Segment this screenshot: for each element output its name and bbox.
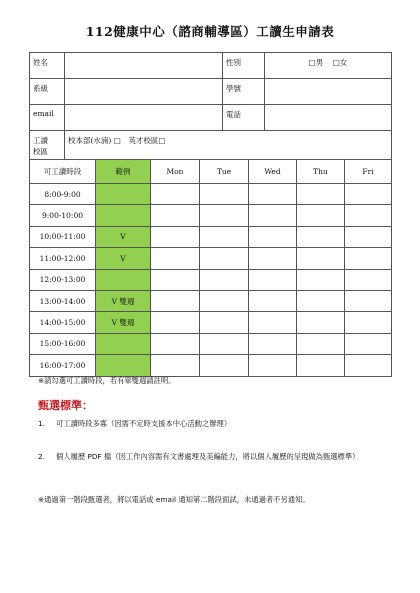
tue-cell[interactable]	[200, 184, 249, 205]
mon-cell[interactable]	[151, 226, 200, 247]
mon-cell[interactable]	[151, 248, 200, 269]
time-slot: 14:00-15:00	[30, 312, 96, 333]
example-cell	[96, 205, 151, 226]
table-row	[30, 205, 392, 226]
form-title: 112健康中心（諮商輔導區）工讀生申請表	[85, 24, 335, 39]
example-cell	[96, 355, 151, 376]
gender-male-checkbox[interactable]: □男	[308, 58, 324, 67]
criteria-item-number: 2.	[38, 452, 45, 461]
table-row	[30, 226, 392, 247]
time-slot: 8:00-9:00	[30, 184, 96, 205]
mon-cell[interactable]	[151, 184, 200, 205]
name-field[interactable]	[65, 53, 223, 79]
fri-cell[interactable]	[345, 269, 392, 290]
fri-cell[interactable]	[345, 355, 392, 376]
thu-cell[interactable]	[297, 355, 345, 376]
email-field[interactable]	[65, 105, 223, 131]
table-row	[30, 184, 392, 205]
dept-field[interactable]	[65, 79, 223, 105]
header-tue: Tue	[200, 160, 249, 184]
mon-cell[interactable]	[151, 269, 200, 290]
wed-cell[interactable]	[249, 205, 297, 226]
thu-cell[interactable]	[297, 248, 345, 269]
criteria-heading: 甄選標準：	[38, 399, 93, 412]
dept-label: 系級	[30, 79, 65, 105]
wed-cell[interactable]	[249, 226, 297, 247]
thu-cell[interactable]	[297, 312, 345, 333]
table-row	[30, 312, 392, 333]
gender-female-checkbox[interactable]: □女	[332, 58, 348, 67]
tue-cell[interactable]	[200, 355, 249, 376]
tue-cell[interactable]	[200, 269, 249, 290]
example-cell	[96, 333, 151, 354]
mon-cell[interactable]	[151, 333, 200, 354]
schedule-header-row	[30, 160, 392, 184]
wed-cell[interactable]	[249, 269, 297, 290]
gender-label: 性別	[223, 53, 265, 79]
tue-cell[interactable]	[200, 333, 249, 354]
example-cell: V 雙週	[96, 290, 151, 311]
fri-cell[interactable]	[345, 226, 392, 247]
header-fri: Fri	[345, 160, 392, 184]
name-label: 姓名	[30, 53, 65, 79]
phone-field[interactable]	[265, 105, 392, 131]
header-mon: Mon	[151, 160, 200, 184]
schedule-table	[29, 159, 392, 377]
criteria-item-text: 個人履歷 PDF 檔（因工作內容需有文書處理及美編能力，將以個人履歷的呈現做為甄選標準）	[56, 452, 360, 461]
campus-label	[30, 131, 65, 160]
header-time-slot: 可工讀時段	[30, 160, 96, 184]
criteria-item	[38, 418, 376, 430]
example-cell: V	[96, 248, 151, 269]
fri-cell[interactable]	[345, 290, 392, 311]
tue-cell[interactable]	[200, 226, 249, 247]
wed-cell[interactable]	[249, 355, 297, 376]
thu-cell[interactable]	[297, 205, 345, 226]
time-slot: 9:00-10:00	[30, 205, 96, 226]
fri-cell[interactable]	[345, 312, 392, 333]
time-slot: 11:00-12:00	[30, 248, 96, 269]
fri-cell[interactable]	[345, 184, 392, 205]
thu-cell[interactable]	[297, 290, 345, 311]
wed-cell[interactable]	[249, 290, 297, 311]
footnote: ※通過第一階段甄選者，將以電話或 email 通知第二階段面試，未通過者不另通知。	[38, 495, 310, 504]
thu-cell[interactable]	[297, 226, 345, 247]
table-row	[30, 355, 392, 376]
header-wed: Wed	[249, 160, 297, 184]
time-slot: 13:00-14:00	[30, 290, 96, 311]
thu-cell[interactable]	[297, 269, 345, 290]
example-cell: V	[96, 226, 151, 247]
header-example: 範例	[96, 160, 151, 184]
campus-label-line2: 校區	[33, 147, 48, 156]
mon-cell[interactable]	[151, 355, 200, 376]
student-id-field[interactable]	[265, 79, 392, 105]
time-slot: 10:00-11:00	[30, 226, 96, 247]
table-row	[30, 248, 392, 269]
applicant-info-table	[29, 52, 392, 160]
fri-cell[interactable]	[345, 248, 392, 269]
mon-cell[interactable]	[151, 205, 200, 226]
campus-label-line1: 工讀	[33, 136, 48, 145]
example-cell: V 雙週	[96, 312, 151, 333]
fri-cell[interactable]	[345, 205, 392, 226]
example-cell	[96, 184, 151, 205]
thu-cell[interactable]	[297, 333, 345, 354]
mon-cell[interactable]	[151, 312, 200, 333]
tue-cell[interactable]	[200, 248, 249, 269]
table-row	[30, 269, 392, 290]
wed-cell[interactable]	[249, 248, 297, 269]
header-thu: Thu	[297, 160, 345, 184]
criteria-item-number: 1.	[38, 419, 45, 428]
table-row	[30, 290, 392, 311]
example-cell	[96, 269, 151, 290]
table-row	[30, 333, 392, 354]
tue-cell[interactable]	[200, 290, 249, 311]
time-slot: 15:00-16:00	[30, 333, 96, 354]
schedule-note: ※請勾選可工讀時段，若有單雙週請註明。	[38, 376, 176, 385]
tue-cell[interactable]	[200, 312, 249, 333]
email-label: email	[30, 105, 65, 131]
time-slot: 12:00-13:00	[30, 269, 96, 290]
wed-cell[interactable]	[249, 312, 297, 333]
student-id-label: 學號	[223, 79, 265, 105]
wed-cell[interactable]	[249, 184, 297, 205]
fri-cell[interactable]	[345, 333, 392, 354]
gender-field[interactable]	[265, 53, 392, 79]
wed-cell[interactable]	[249, 333, 297, 354]
mon-cell[interactable]	[151, 290, 200, 311]
campus-options[interactable]: 校本部(水湳) □ 英才校區□	[65, 131, 392, 160]
tue-cell[interactable]	[200, 205, 249, 226]
criteria-item	[38, 445, 376, 468]
time-slot: 16:00-17:00	[30, 355, 96, 376]
phone-label: 電話	[223, 105, 265, 131]
thu-cell[interactable]	[297, 184, 345, 205]
criteria-item-text: 可工讀時段多寡（因需不定時支援本中心活動之辦理）	[56, 419, 232, 428]
